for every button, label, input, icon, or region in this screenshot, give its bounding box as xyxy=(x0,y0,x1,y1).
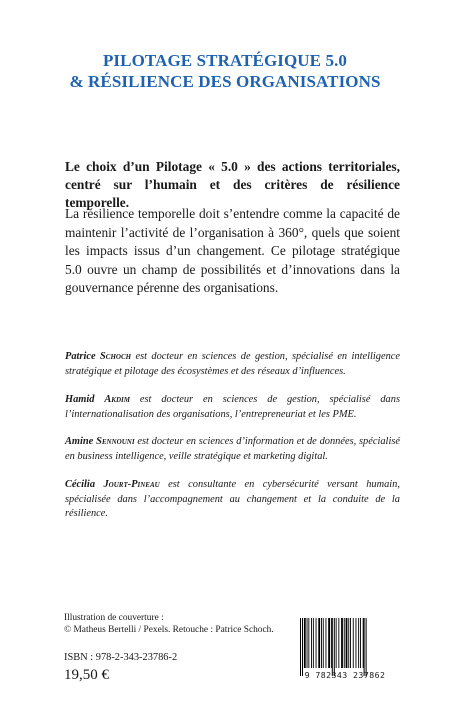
barcode-bar xyxy=(326,618,327,668)
barcode-bar xyxy=(350,618,351,668)
barcode-bar xyxy=(364,618,365,676)
author-bio-text: est docteur en sciences de gestion, spécialisé en intelligence stratégique et pilotage des écosystèmes et des réseaux d’influences. xyxy=(65,351,400,377)
barcode-bar xyxy=(344,618,345,668)
barcode-bar xyxy=(316,618,317,668)
author-name: Hamid Akdim xyxy=(65,394,130,405)
cover-credit xyxy=(64,612,274,636)
author-bio-2 xyxy=(65,393,400,422)
barcode-bar xyxy=(353,618,354,668)
lead-paragraph: Le choix d’un Pilotage « 5.0 » des actions territoriales, centré sur l’humain et des critères de résilience temporelle. xyxy=(65,159,400,210)
barcode-bar xyxy=(334,618,335,676)
author-bio-3 xyxy=(65,435,400,464)
author-name: Cécilia Jourt-Pineau xyxy=(65,479,160,490)
barcode-bar xyxy=(307,618,308,668)
book-title-line-2: & RÉSILIENCE DES ORGANISATIONS xyxy=(69,72,381,91)
barcode-number: 9 782343 237862 xyxy=(304,670,386,680)
price: 19,50 € xyxy=(64,667,109,683)
barcode-bar xyxy=(358,618,359,668)
barcode-bar xyxy=(321,618,322,668)
author-bio-text: est docteur en sciences de gestion, spécialisé dans l’internationalisation des organisations, l’entrepreneuriat et les PME. xyxy=(65,394,400,420)
author-name: Patrice Schoch xyxy=(65,351,132,362)
barcode-bar xyxy=(323,618,324,668)
summary-paragraph: La résilience temporelle doit s’entendre comme la capacité de maintenir l’activité de l’organisation à 360°, quels que soient les impacts issus d’un changement. Ce pilotage stratégique 5.0 ouvre un champ de possibilités et d’innovations dans la gouvernance pérenne des organisations. xyxy=(65,206,400,295)
barcode-bar xyxy=(356,618,357,668)
barcode-bar xyxy=(313,618,314,668)
author-bio-text: est docteur en sciences d’information et de données, spécialisé en business intelligence, veille stratégique et marketing digital. xyxy=(65,436,400,462)
barcode-bar xyxy=(363,618,364,668)
barcode-bar xyxy=(304,618,306,668)
book-title-line-1: PILOTAGE STRATÉGIQUE 5.0 xyxy=(102,51,348,70)
barcode-bar xyxy=(336,618,337,668)
barcode-bar xyxy=(331,618,332,668)
cover-credit-line-1: Illustration de couverture : xyxy=(64,613,164,623)
book-title xyxy=(0,50,450,92)
author-bio-1 xyxy=(65,350,400,379)
barcode-bar xyxy=(308,618,309,668)
barcode-bar xyxy=(311,618,312,668)
barcode-bar xyxy=(346,618,348,668)
barcode-bar xyxy=(302,618,303,676)
barcode-bar xyxy=(360,618,361,668)
isbn: ISBN : 978-2-343-23786-2 xyxy=(64,652,178,663)
cover-credit-line-2: © Matheus Bertelli / Pexels. Retouche : Patrice Schoch. xyxy=(64,625,274,635)
barcode xyxy=(296,618,394,684)
barcode-bar xyxy=(366,618,367,676)
barcode-bar xyxy=(300,618,301,676)
barcode-bar xyxy=(332,618,333,676)
author-bio-text: est consultante en cybersécurité versant humain, spécialisée dans l’accompagnement au changement et la conduite de la résilience. xyxy=(65,479,400,520)
barcode-bar xyxy=(328,618,330,668)
author-bio-4 xyxy=(65,478,400,522)
author-name: Amine Sennouni xyxy=(65,436,135,447)
barcode-bar xyxy=(341,618,343,668)
barcode-bar xyxy=(318,618,320,668)
barcode-bar xyxy=(348,618,349,668)
barcode-bar xyxy=(338,618,339,668)
